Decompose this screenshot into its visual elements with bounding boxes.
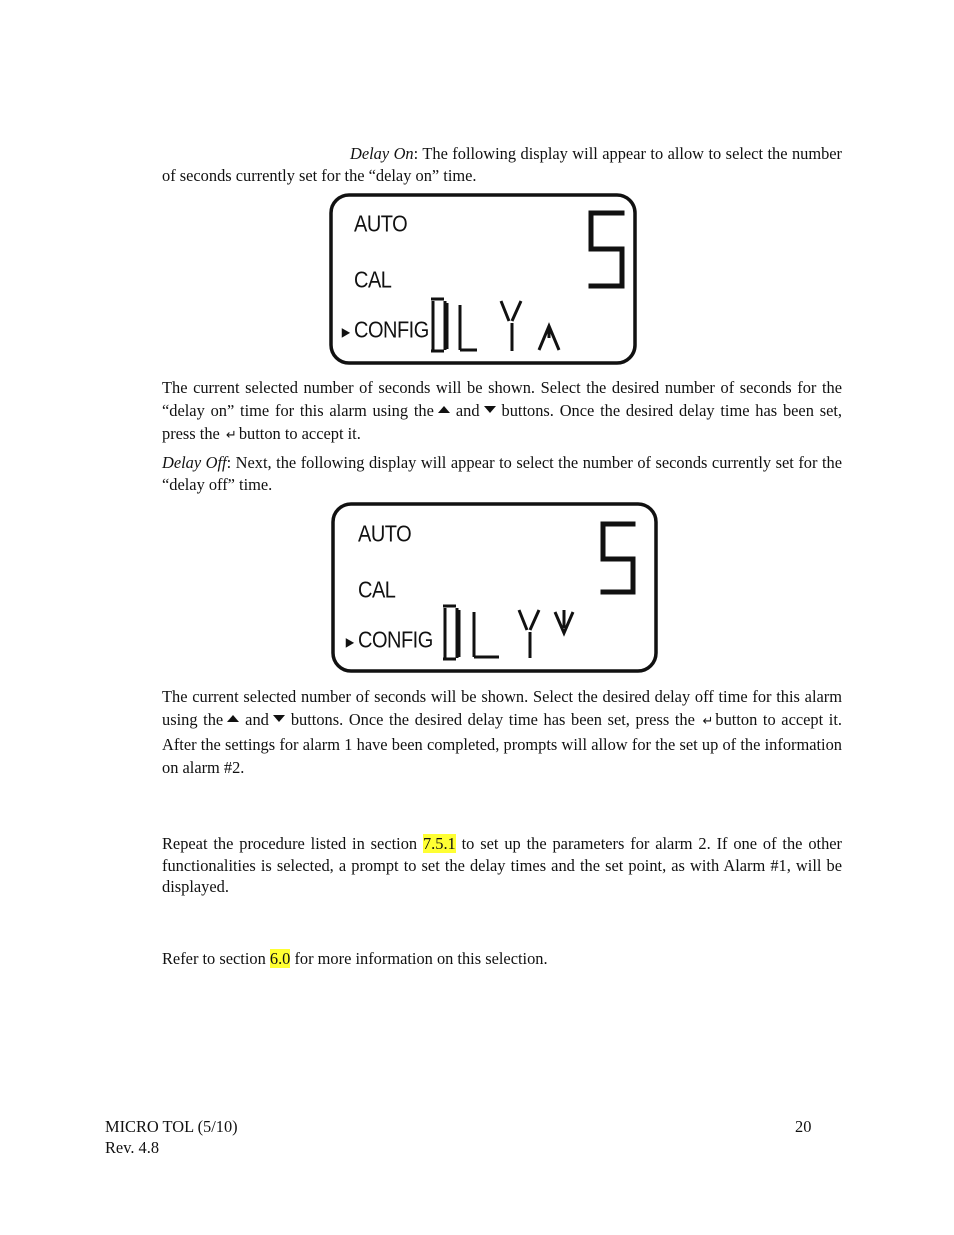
delay-off-paragraph: Delay Off: Next, the following display will appear to select the number of seconds currently set for the “delay off” time. [162, 453, 842, 494]
delay-on-paragraph [162, 143, 842, 186]
section-link-6-0[interactable]: 6.0 [269, 949, 291, 968]
enter-icon: ↵ [225, 428, 237, 443]
lcd-label-auto: AUTO [354, 211, 408, 238]
lcd-pointer-icon: ► [339, 322, 353, 341]
lcd-label-auto: AUTO [358, 521, 412, 548]
delay-off-heading: Delay Off [162, 453, 227, 472]
refer-paragraph: Refer to section 6.0 for more information on this selection. [162, 949, 548, 968]
page-number: 20 [795, 1117, 812, 1136]
enter-icon: ↵ [702, 714, 714, 729]
lcd-display-delay-off [331, 502, 658, 673]
lcd-label-config: CONFIG [358, 627, 433, 654]
section-link-7-5-1[interactable]: 7.5.1 [422, 834, 456, 853]
down-arrow-icon [484, 406, 496, 413]
up-arrow-icon [227, 715, 239, 722]
delay-on-text: : The following display will appear to allow to select the number of seconds currently set for the “delay on” time. [162, 144, 843, 185]
footer-revision: Rev. 4.8 [105, 1138, 160, 1157]
lcd-label-cal: CAL [358, 577, 396, 604]
delay-off-instructions: The current selected number of seconds will be shown. Select the desired delay off time for this alarm using the and buttons. Once the desired delay time has been set, press the ↵ button to accept it. After the settings for alarm 1 have been completed, prompts will allow for the set up of the information on alarm #2. [162, 687, 842, 777]
lcd-label-config: CONFIG [354, 317, 429, 344]
footer-title: MICRO TOL (5/10) [105, 1117, 238, 1136]
up-arrow-icon [438, 406, 450, 413]
down-arrow-icon [273, 715, 285, 722]
alarm2-paragraph: Repeat the procedure listed in section 7.5.1 to set up the parameters for alarm 2. If one of the other functionalities is selected, a prompt to set the delay times and the set point, as with Alarm #1, will be displayed. [162, 834, 842, 896]
delay-on-heading: Delay On [350, 144, 414, 163]
delay-on-instructions: The current selected number of seconds will be shown. Select the desired number of seconds for the “delay on” time for this alarm using the and buttons. Once the desired delay time has been set, press the ↵ button to accept it. [162, 376, 842, 447]
lcd-label-cal: CAL [354, 267, 392, 294]
lcd-pointer-icon: ► [343, 632, 357, 651]
lcd-display-delay-on [329, 193, 637, 365]
